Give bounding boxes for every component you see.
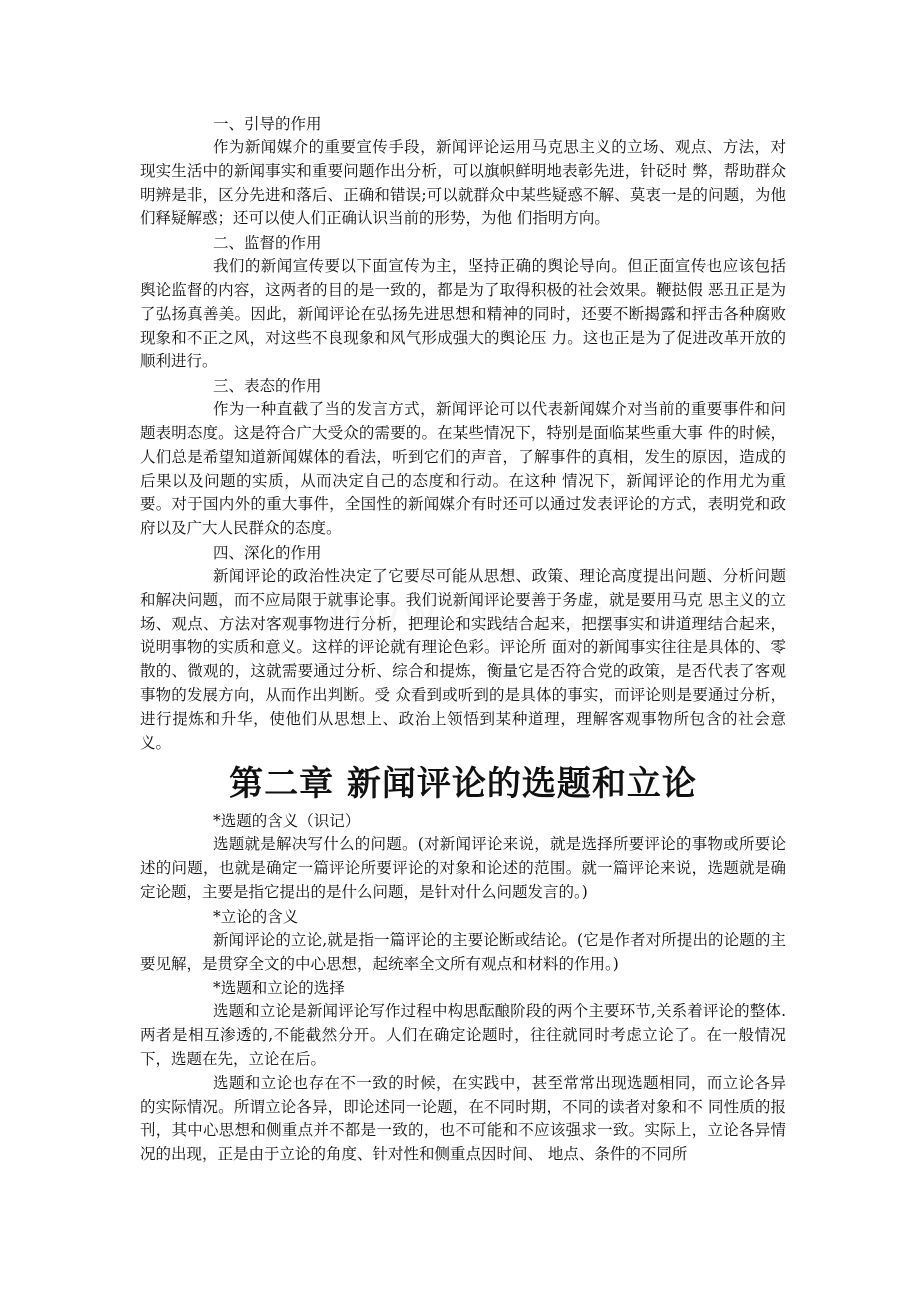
paragraph: 选题和立论也存在不一致的时候，在实践中，甚至常常出现选题相同，而立论各异的实际情况。所谓立论各异，即论述同一论题，在不同时期，不同的读者对象和不 同性质的报刊，其中心思想和侧重点并不都是一致的，也不可能和不应该强求一致。实际上，立论各异情况的出现，正是由于立论的角度、针对性和侧重点因时间、 地点、条件的不同所 [140,1073,786,1164]
section-heading-deepening: 四、深化的作用 [213,543,322,562]
subsection-heading-topic-meaning: *选题的含义（识记） [213,812,361,831]
subsection-heading-selection: *选题和立论的选择 [213,979,345,998]
paragraph: 我们的新闻宣传要以下面宣传为主，坚持正确的舆论导向。但正面宣传也应该包括舆论监督的内容，这两者的目的是一致的，都是为了取得积极的社会效果。鞭挞假 恶丑正是为了弘扬真善美。因此，新闻评论在弘扬先进思想和精神的同时，还要不断揭露和抨击各种腐败现象和不正之风，对这些不良现象和风气形成强大的舆论压 力。这也正是为了促进改革开放的顺利进行。 [140,257,786,371]
subsection-heading-argument-meaning: *立论的含义 [213,907,299,926]
chapter-title: 第二章 新闻评论的选题和立论 [229,764,697,805]
paragraph: 作为一种直截了当的发言方式，新闻评论可以代表新闻媒介对当前的重要事件和问题表明态度。这是符合广大受众的需要的。在某些情况下，特别是面临某些重大事 件的时候，人们总是希望知道新闻媒体的看法，听到它们的声音，了解事件的真相，发生的原因，造成的后果以及问题的实质，从而决定自己的态度和行动。在这种 情况下，新闻评论的作用尤为重要。对于国内外的重大事件，全国性的新闻媒介有时还可以通过发表评论的方式，表明党和政府以及广大人民群众的态度。 [140,400,786,538]
paragraph: 选题和立论是新闻评论写作过程中构思酝酿阶段的两个主要环节,关系着评论的整体.两者是相互渗透的,不能截然分开。人们在确定论题时，往往就同时考虑立论了。在一般情况下，选题在先，立论在后。 [140,1002,786,1068]
paragraph: 选题就是解决写什么的问题。(对新闻评论来说，就是选择所要评论的事物或所要论述的问题，也就是确定一篇评论所要评论的对象和论述的范围。就一篇评论来说，选题就是确定论题，主要是指它提出的是什么问题，是针对什么问题发言的。) [140,835,786,901]
document-body [140,112,786,1167]
paragraph: 新闻评论的政治性决定了它要尽可能从思想、政策、理论高度提出问题、分析问题和解决问题，而不应局限于就事论事。我们说新闻评论要善于务虚，就是要用马克 思主义的立场、观点、方法对客观事物进行分析，把理论和实践结合起来，把摆事实和讲道理结合起来，说明事物的实质和意义。这样的评论就有理论色彩。评论所 面对的新闻事实往往是具体的、零散的、微观的，这就需要通过分析、综合和提炼，衡量它是否符合党的政策，是否代表了客观事物的发展方向，从而作出判断。受 众看到或听到的是具体的事实，而评论则是要通过分析，进行提炼和升华，使他们从思想上、政治上领悟到某种道理，理解客观事物所包含的社会意义。 [140,566,786,752]
paragraph: 作为新闻媒介的重要宣传手段，新闻评论运用马克思主义的立场、观点、方法，对现实生活中的新闻事实和重要问题作出分析，可以旗帜鲜明地表彰先进，针砭时 弊，帮助群众明辨是非，区分先进和落后、正确和错误;可以就群众中某些疑惑不解、莫衷一是的问题，为他们释疑解惑；还可以使人们正确认识当前的形势，为他 们指明方向。 [140,138,786,228]
section-heading-supervision: 二、监督的作用 [213,234,322,253]
section-heading-stance: 三、表态的作用 [213,377,322,396]
paragraph: 新闻评论的立论,就是指一篇评论的主要论断或结论。(它是作者对所提出的论题的主要见解，是贯穿全文的中心思想，起统率全文所有观点和材料的作用。) [140,930,786,973]
section-heading-guidance: 一、引导的作用 [213,115,322,133]
